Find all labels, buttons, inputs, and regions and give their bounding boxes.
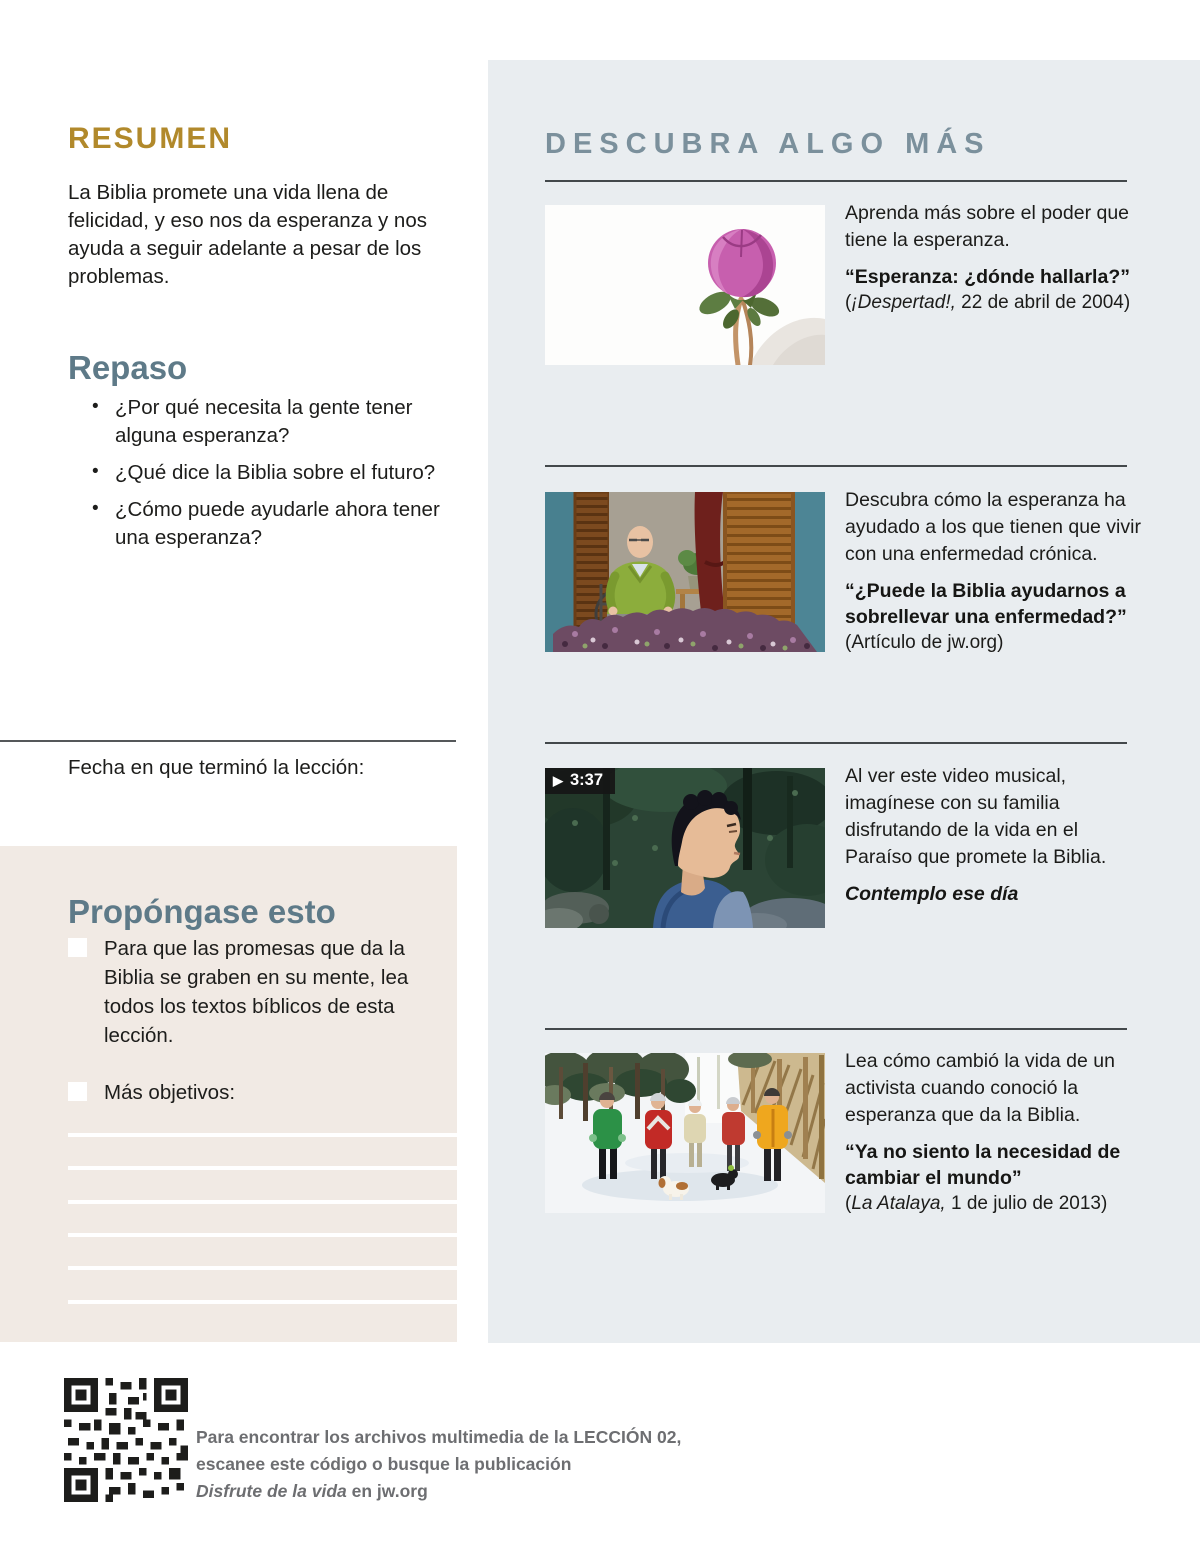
publication-title: “¿Puede la Biblia ayudarnos a sobrellevar una enfermedad?” <box>845 580 1127 628</box>
completion-date-label: Fecha en que terminó la lección: <box>68 756 365 779</box>
discover-item-text <box>845 763 1145 907</box>
repaso-question <box>92 459 448 487</box>
publication-title: “Esperanza: ¿dónde hallarla?” <box>845 266 1130 288</box>
video-title: Contemplo ese día <box>845 883 1019 905</box>
family-winter-walk-photo <box>545 1053 825 1213</box>
item-divider <box>545 180 1127 182</box>
play-icon: ▶ <box>553 773 563 788</box>
writing-line <box>68 1166 457 1170</box>
item-divider <box>545 1028 1127 1030</box>
repaso-question-list <box>92 394 448 561</box>
writing-line <box>68 1233 457 1237</box>
source-open: ( <box>845 292 852 313</box>
discover-item-text <box>845 200 1145 316</box>
footer-line-1: Para encontrar los archivos multimedia de la LECCIÓN 02, <box>196 1427 682 1447</box>
repaso-question-text: ¿Qué dice la Biblia sobre el futuro? <box>115 461 436 484</box>
music-video-thumbnail[interactable] <box>545 768 825 928</box>
repaso-question <box>92 394 448 450</box>
discover-item-text <box>845 1048 1145 1217</box>
discover-title: DESCUBRA ALGO MÁS <box>545 128 991 161</box>
goal-text: Más objetivos: <box>104 1081 236 1104</box>
item-description: Aprenda más sobre el poder que tiene la esperanza. <box>845 202 1130 251</box>
goals-title: Propóngase esto <box>68 893 336 931</box>
goal-item <box>68 934 440 1050</box>
discover-item-text <box>845 487 1145 656</box>
source-publication: ¡Despertad!, <box>851 292 956 313</box>
goal-item <box>68 1078 440 1107</box>
goals-box <box>0 846 457 1342</box>
source-publication: La Atalaya, <box>851 1193 946 1214</box>
goal-text: Para que las promesas que da la Biblia se graben en su mente, lea todos los textos bíblicos de esta lección. <box>104 937 409 1047</box>
item-divider <box>545 742 1127 744</box>
publication-source <box>845 1191 1145 1217</box>
repaso-question-text: ¿Por qué necesita la gente tener alguna esperanza? <box>115 396 413 447</box>
writing-line <box>68 1266 457 1270</box>
resumen-title: RESUMEN <box>68 122 233 156</box>
section-divider <box>0 740 456 742</box>
footer-line-2: escanee este código o busque la publicación <box>196 1454 572 1474</box>
footer-instructions <box>196 1424 681 1505</box>
qr-code <box>64 1378 188 1502</box>
discover-panel <box>488 60 1200 1343</box>
item-description: Lea cómo cambió la vida de un activista cuando conoció la esperanza que da la Biblia. <box>845 1050 1115 1126</box>
item-divider <box>545 465 1127 467</box>
repaso-title: Repaso <box>68 349 188 387</box>
footer-line-3 <box>196 1478 681 1505</box>
bullet-icon: • <box>92 461 99 482</box>
writing-line <box>68 1300 457 1304</box>
resumen-body: La Biblia promete una vida llena de felicidad, y eso nos da esperanza y nos ayuda a seguir adelante a pesar de los problemas. <box>68 180 427 288</box>
publication-source <box>845 290 1145 316</box>
video-duration-badge <box>545 768 615 794</box>
publication-name: Disfrute de la vida <box>196 1481 347 1501</box>
pink-flower-photo <box>545 205 825 365</box>
source-date: 1 de julio de 2013) <box>945 1193 1108 1214</box>
item-description: Descubra cómo la esperanza ha ayudado a los que tienen que vivir con una enfermedad crónica. <box>845 489 1141 565</box>
repaso-question <box>92 496 448 552</box>
checkbox[interactable] <box>68 938 87 957</box>
video-duration: 3:37 <box>570 771 604 789</box>
writing-line <box>68 1133 457 1137</box>
repaso-question-text: ¿Cómo puede ayudarle ahora tener una esperanza? <box>115 498 440 549</box>
source-date: 22 de abril de 2004) <box>955 292 1131 313</box>
item-description: Al ver este video musical, imagínese con su familia disfrutando de la vida en el Paraíso que promete la Biblia. <box>845 765 1107 868</box>
publication-title: “Ya no siento la necesidad de cambiar el mundo” <box>845 1141 1121 1189</box>
bullet-icon: • <box>92 498 99 519</box>
publication-source: (Artículo de jw.org) <box>845 632 1004 653</box>
source-open: ( <box>845 1193 852 1214</box>
checkbox[interactable] <box>68 1082 87 1101</box>
footer-line-3-rest: en jw.org <box>346 1481 428 1501</box>
man-by-window-photo <box>545 492 825 652</box>
bullet-icon: • <box>92 396 99 417</box>
writing-line <box>68 1200 457 1204</box>
